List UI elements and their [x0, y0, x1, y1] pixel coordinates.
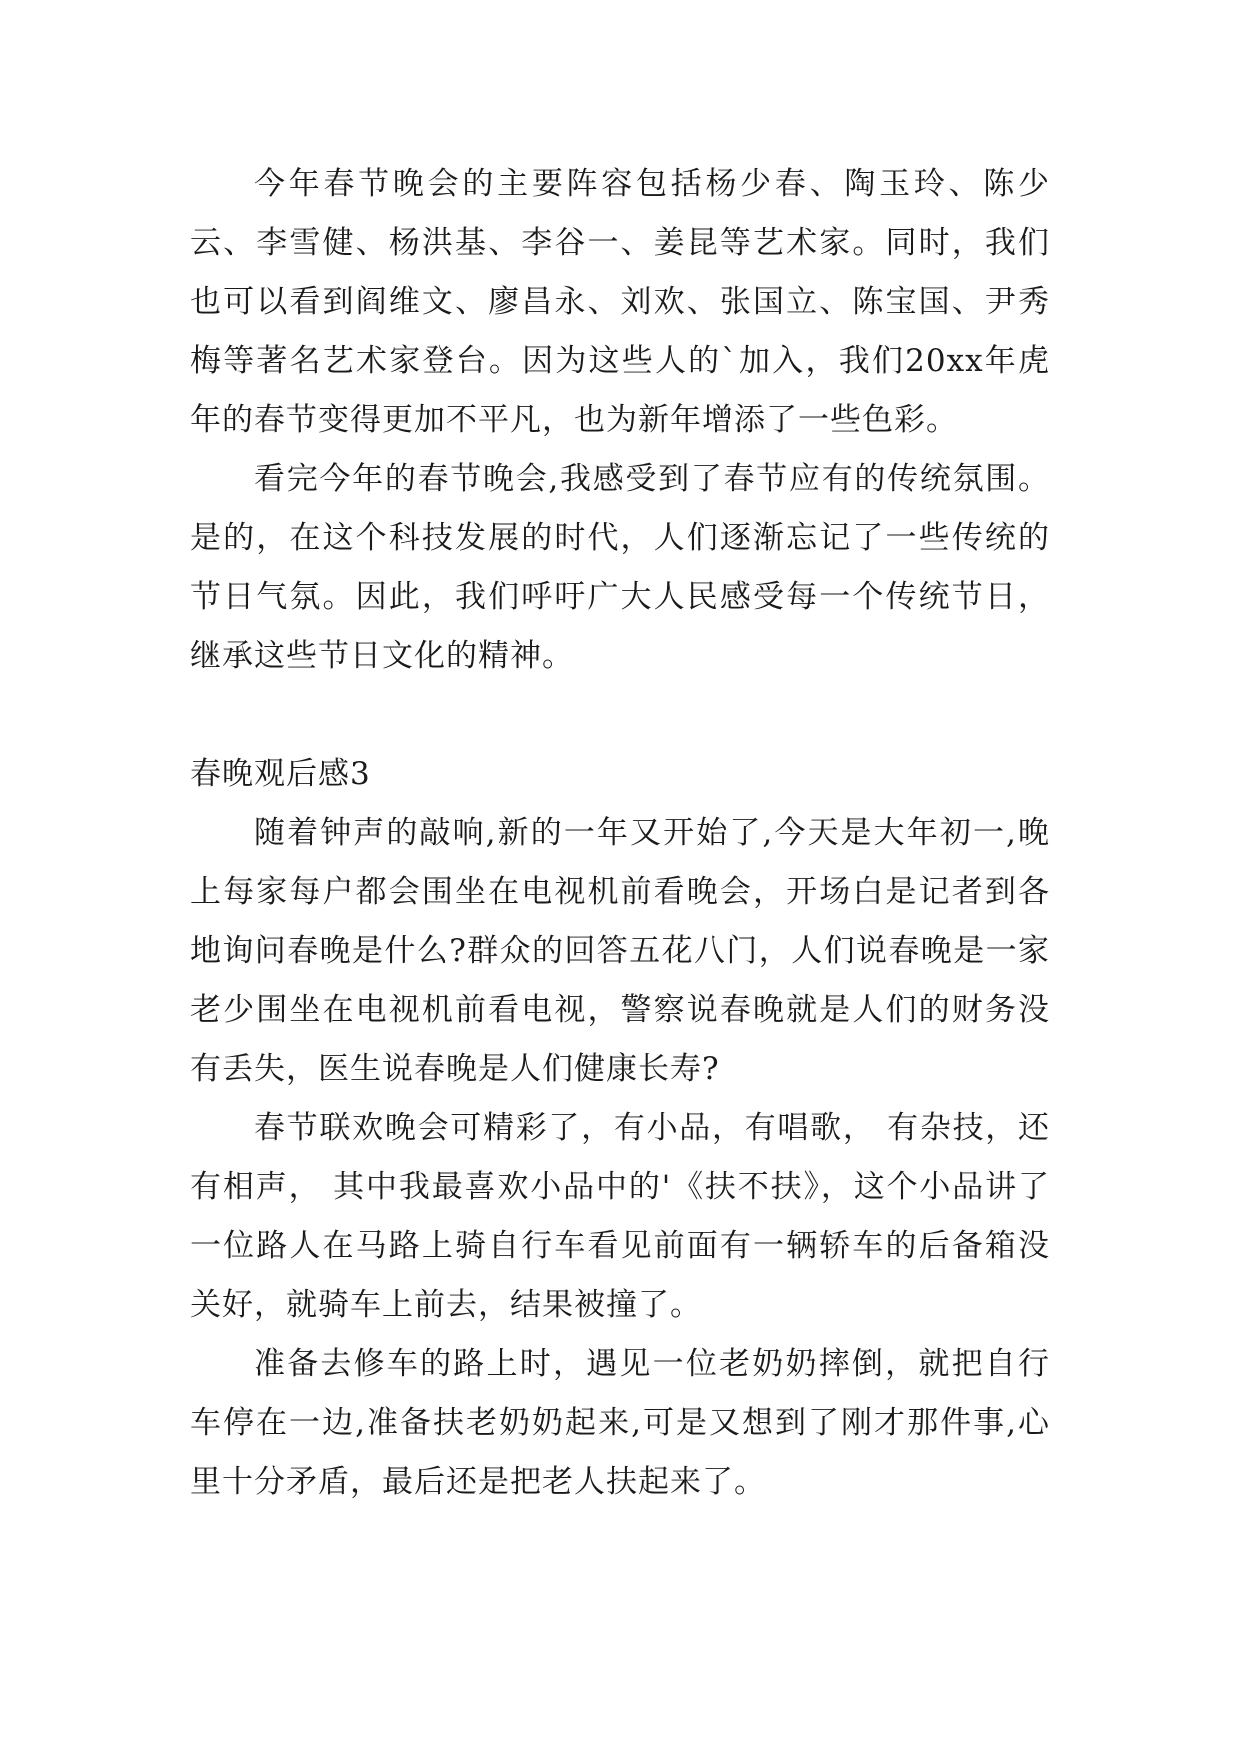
document-body — [190, 155, 1050, 1512]
paragraph-tradition: 看完今年的春节晚会,我感受到了春节应有的传统氛围。是的，在这个科技发展的时代，人们逐渐忘记了一些传统的节日气氛。因此，我们呼吁广大人民感受每一个传统节日，继承这些节日文化的精神。 — [190, 461, 1050, 674]
paragraph-lineup: 今年春节晚会的主要阵容包括杨少春、陶玉玲、陈少云、李雪健、杨洪基、李谷一、姜昆等艺术家。同时，我们也可以看到阎维文、廖昌永、刘欢、张国立、陈宝国、尹秀梅等著名艺术家登台。因为这些人的`加入，我们20xx年虎年的春节变得更加不平凡，也为新年增添了一些色彩。 — [190, 166, 1050, 438]
paragraph-program: 春节联欢晚会可精彩了，有小品，有唱歌， 有杂技，还有相声， 其中我最喜欢小品中的'《扶不扶》，这个小品讲了一位路人在马路上骑自行车看见前面有一辆轿车的后备箱没关好，就骑车上前去，结果被撞了。 — [190, 1110, 1050, 1323]
section-heading: 春晚观后感3 — [190, 756, 371, 792]
paragraph-bell: 随着钟声的敲响,新的一年又开始了,今天是大年初一,晚上每家每户都会围坐在电视机前看晚会，开场白是记者到各地询问春晚是什么?群众的回答五花八门，人们说春晚是一家老少围坐在电视机前看电视，警察说春晚就是人们的财务没有丢失，医生说春晚是人们健康长寿? — [190, 815, 1050, 1087]
paragraph-grandma: 准备去修车的路上时，遇见一位老奶奶摔倒，就把自行车停在一边,准备扶老奶奶起来,可是又想到了刚才那件事,心里十分矛盾，最后还是把老人扶起来了。 — [190, 1346, 1050, 1500]
